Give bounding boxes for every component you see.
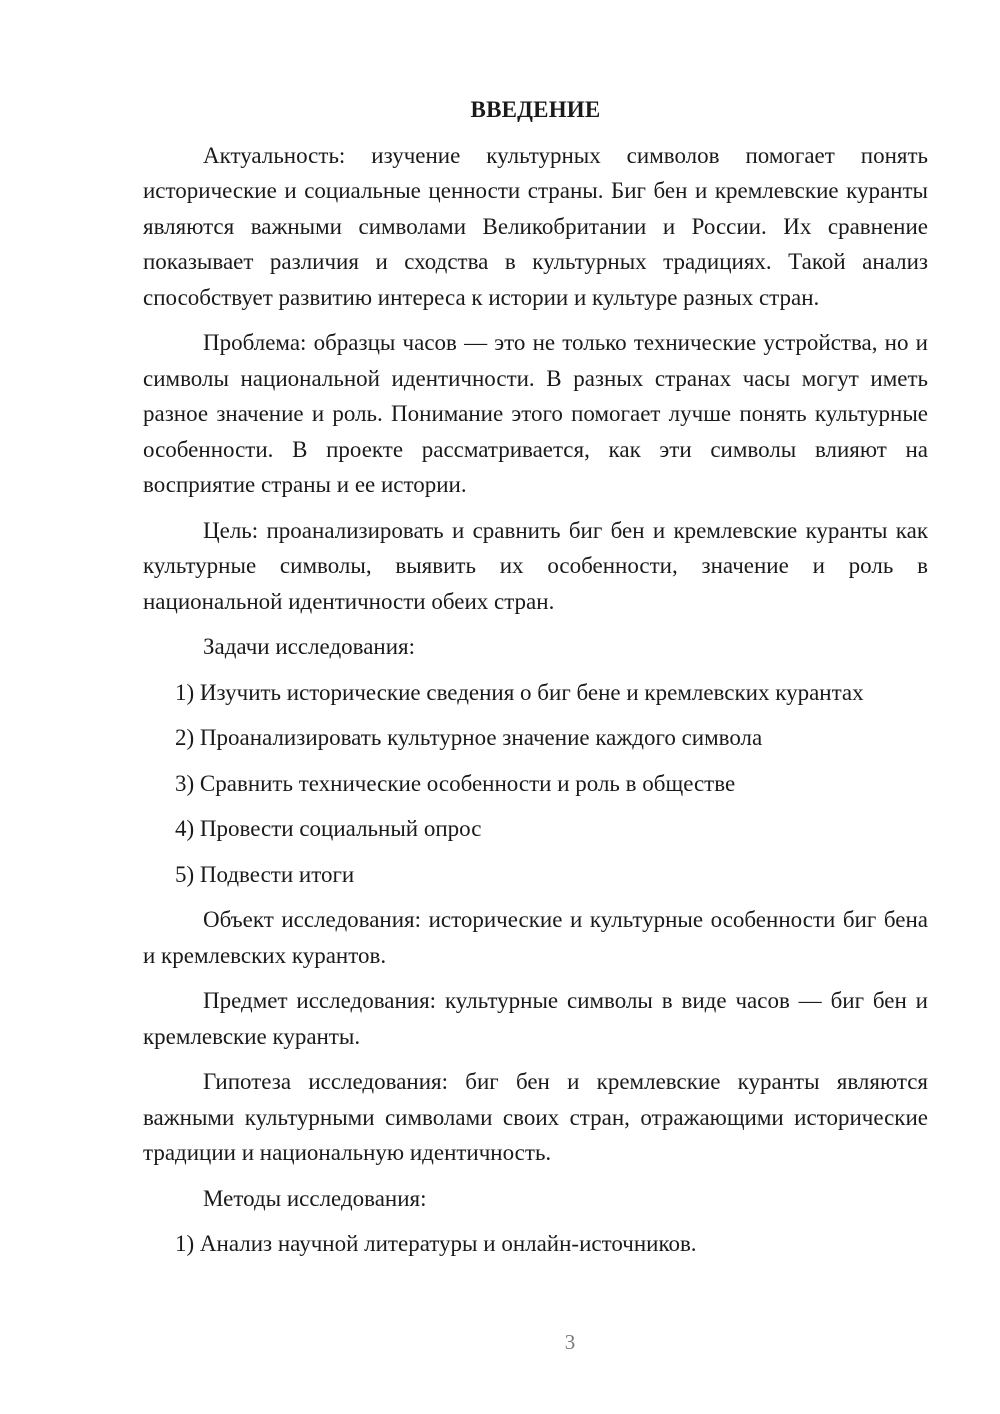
paragraph-problem: Проблема: образцы часов — это не только технические устройства, но и символы национальной идентичности. В разных странах часы могут иметь разное значение и роль. Понимание этого помогает лучше понять культурные особенности. В проекте рассматривается, как эти символы влияют на восприятие страны и ее истории. <box>143 330 928 497</box>
paragraph-subject: Предмет исследования: культурные символы в виде часов — биг бен и кремлевские куранты. <box>143 988 928 1049</box>
list-item: 4) Провести социальный опрос <box>175 816 482 841</box>
paragraph-goal: Цель: проанализировать и сравнить биг бен и кремлевские куранты как культурные символы, выявить их особенности, значение и роль в национальной идентичности обеих стран. <box>143 517 928 614</box>
methods-label: Методы исследования: <box>203 1185 427 1211</box>
list-item: 1) Изучить исторические сведения о биг бене и кремлевских курантах <box>175 679 864 705</box>
page-title: ВВЕДЕНИЕ <box>470 97 601 122</box>
paragraph-actuality: Актуальность: изучение культурных символов помогает понять исторические и социальные ценности страны. Биг бен и кремлевские куранты являются важными символами Великобритании и России. Их сравнение показывает различия и сходства в культурных традициях. Такой анализ способствует развитию интереса к истории и культуре разных стран. <box>143 142 928 310</box>
page-number: 3 <box>564 1330 576 1354</box>
list-item: 5) Подвести итоги <box>175 861 355 887</box>
tasks-label: Задачи исследования: <box>203 634 416 659</box>
list-item: 3) Сравнить технические особенности и роль в обществе <box>175 770 736 796</box>
methods-list <box>143 1226 928 1262</box>
list-item: 2) Проанализировать культурное значение каждого символа <box>175 725 763 750</box>
paragraph-hypothesis: Гипотеза исследования: биг бен и кремлевские куранты являются важными культурными символами своих стран, отражающими исторические традиции и национальную идентичность. <box>143 1069 928 1165</box>
page-content <box>143 92 928 1272</box>
tasks-list <box>143 675 928 893</box>
list-item: 1) Анализ научной литературы и онлайн-источников. <box>175 1231 697 1256</box>
paragraph-object: Объект исследования: исторические и культурные особенности биг бена и кремлевских курантов. <box>143 907 928 968</box>
